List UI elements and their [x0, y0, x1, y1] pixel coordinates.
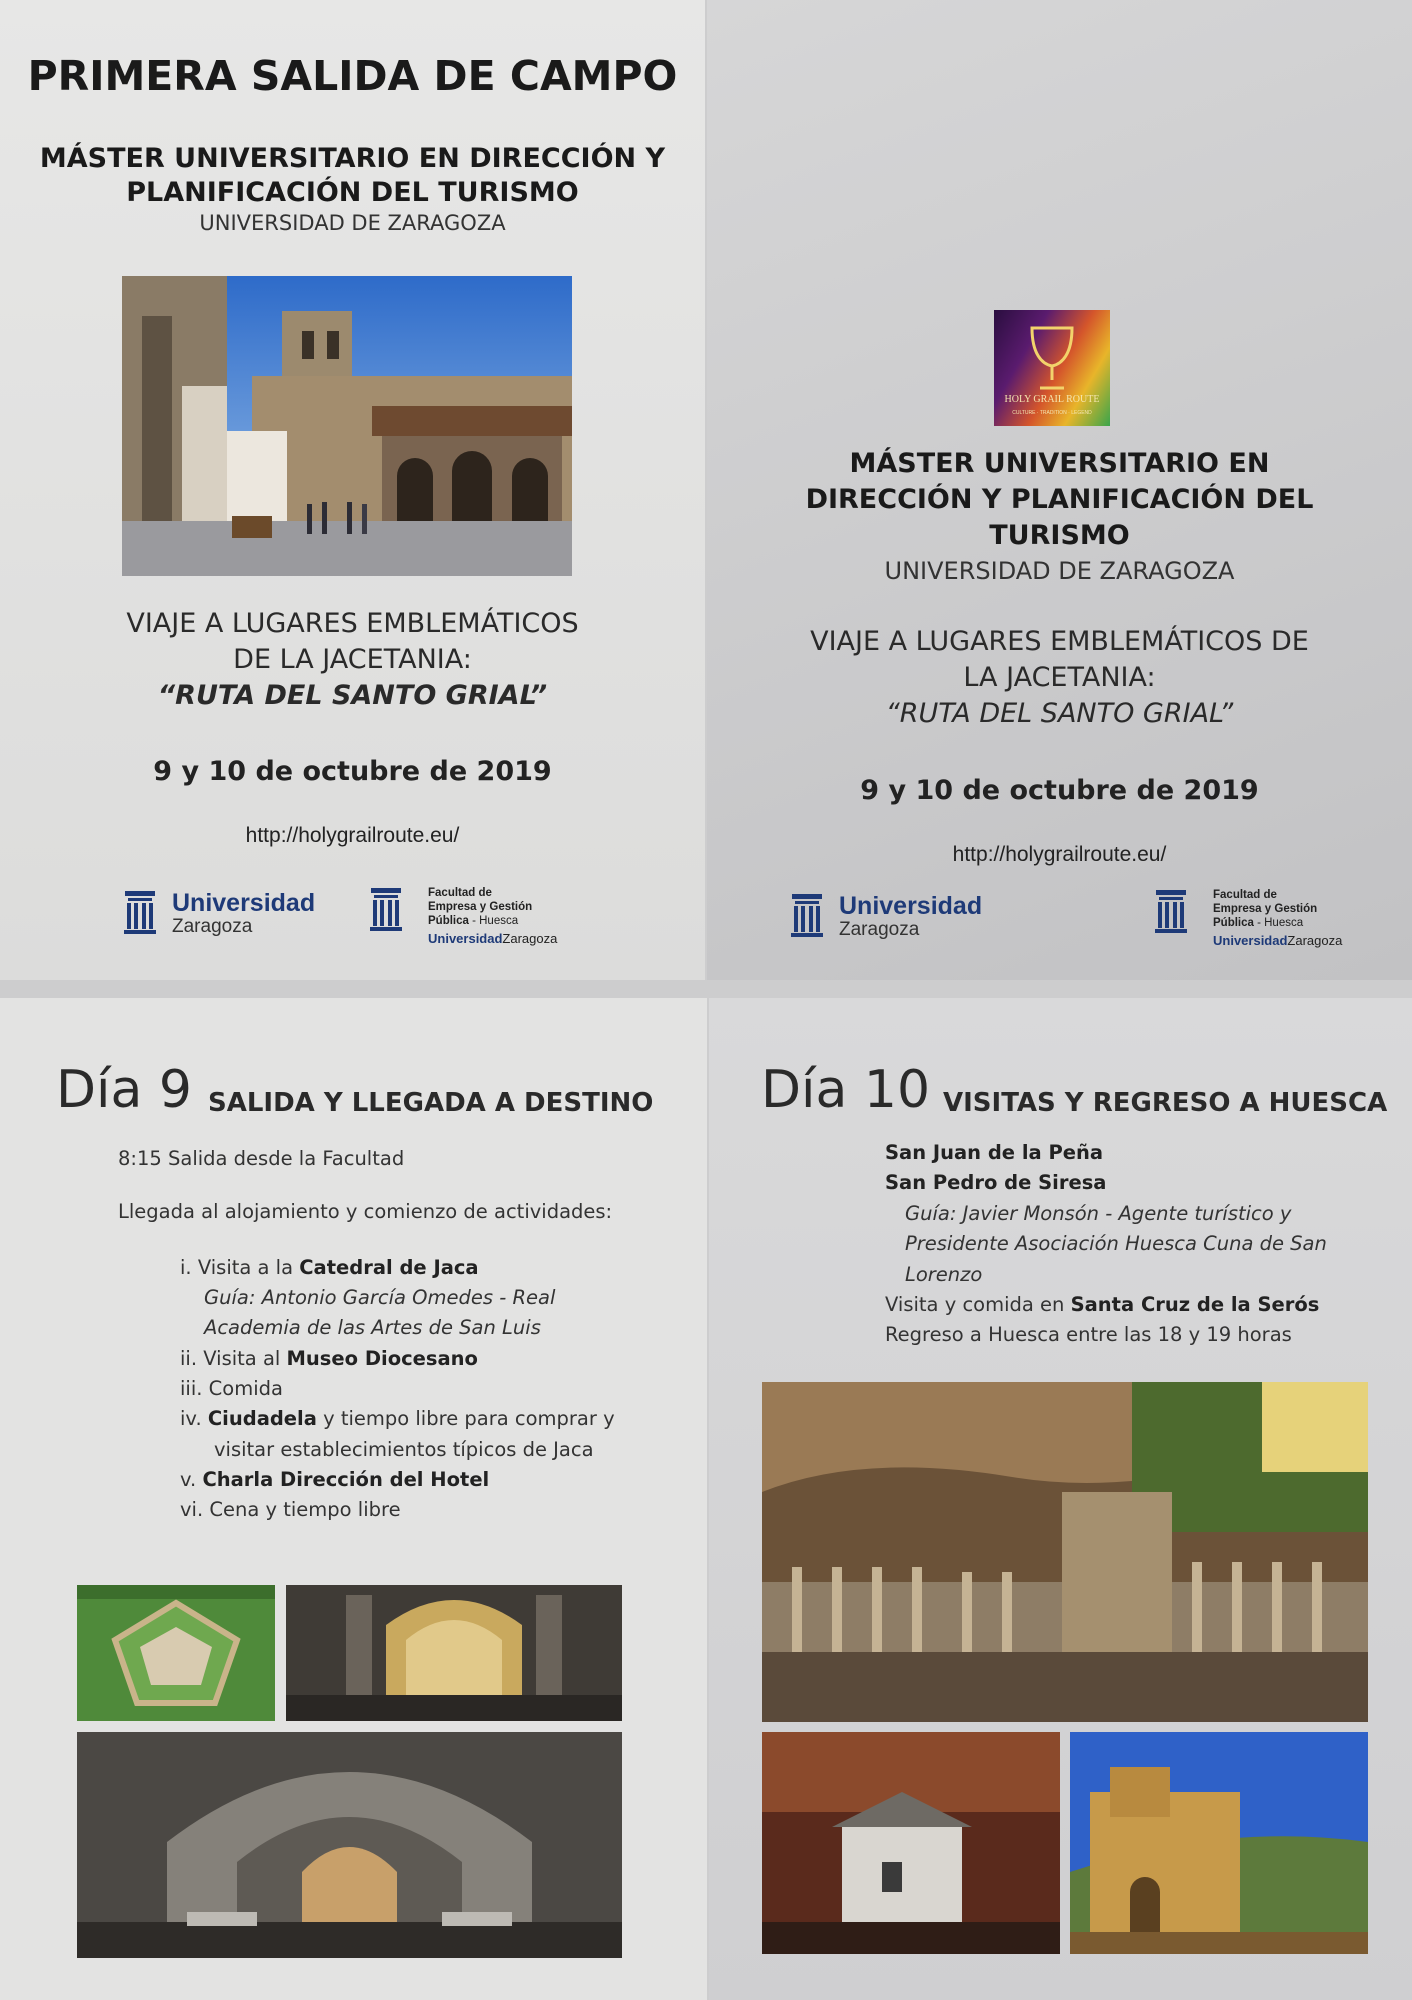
trip-date: 9 y 10 de octubre de 2019 — [153, 756, 552, 787]
item-ciudadela — [180, 1407, 615, 1430]
day10-label: Día 10 — [761, 1060, 931, 1120]
place-san-juan: San Juan de la Peña — [885, 1141, 1104, 1164]
uz-name: Universidad — [172, 889, 316, 917]
master2-line-2: DIRECCIÓN Y PLANIFICACIÓN DEL — [805, 484, 1314, 515]
faculty-logo — [368, 886, 557, 946]
master2-line-3: TURISMO — [989, 520, 1130, 551]
item-pre: Cena y tiempo libre — [209, 1498, 401, 1521]
university-crest-icon — [789, 892, 825, 948]
trip2-line-1: VIAJE A LUGARES EMBLEMÁTICOS DE — [810, 626, 1309, 657]
fac2-uni: Universidad — [1213, 933, 1288, 948]
guide10-line-3: Lorenzo — [905, 1263, 983, 1286]
fac-line-3b: - Huesca — [468, 915, 519, 927]
university-name: UNIVERSIDAD DE ZARAGOZA — [199, 211, 506, 235]
university-crest-icon — [1153, 888, 1189, 944]
holy-grail-route-logo — [994, 310, 1110, 426]
visit-bold: Santa Cruz de la Serós — [1070, 1293, 1320, 1316]
route-url-2[interactable]: http://holygrailroute.eu/ — [952, 843, 1167, 866]
jaca-cathedral-photo — [122, 276, 572, 576]
guide9-line-2: Academia de las Artes de San Luis — [204, 1316, 541, 1339]
fac2-line-1: Facultad de — [1213, 889, 1277, 901]
trip2-line-2: LA JACETANIA: — [963, 662, 1156, 693]
route-url[interactable]: http://holygrailroute.eu/ — [245, 824, 460, 847]
item-pre: Comida — [208, 1377, 283, 1400]
fac-line-2: Empresa y Gestión — [428, 901, 533, 913]
uz-city: Zaragoza — [172, 916, 253, 937]
fac2-line-3: Pública — [1213, 917, 1254, 929]
item-post: y tiempo libre para comprar y — [316, 1407, 615, 1430]
item-num: v. — [180, 1468, 197, 1491]
item-museum — [180, 1347, 478, 1370]
uz-city-2: Zaragoza — [839, 919, 920, 940]
item-num: ii. — [180, 1347, 198, 1370]
item-num: i. — [180, 1256, 192, 1279]
visit-santa-cruz — [885, 1293, 1319, 1316]
trip-title-2 — [707, 624, 1412, 732]
fac-city: Zaragoza — [502, 931, 558, 946]
faculty-logo-2 — [1153, 888, 1342, 948]
university-crest-icon — [122, 889, 158, 945]
item-hotel-talk — [180, 1468, 489, 1491]
diocesan-museum-photo — [77, 1732, 622, 1958]
item-pre: Visita a la — [197, 1256, 300, 1279]
ciudadela-aerial-photo — [77, 1585, 275, 1721]
master-title-2 — [707, 446, 1412, 554]
arrival-text: Llegada al alojamiento y comienzo de actividades: — [118, 1200, 613, 1223]
fac2-line-3b: - Huesca — [1253, 917, 1304, 929]
san-juan-de-la-pena-photo — [762, 1382, 1368, 1722]
route-name: “RUTA DEL SANTO GRIAL” — [157, 680, 548, 711]
guide10-line-2: Presidente Asociación Huesca Cuna de San — [905, 1232, 1327, 1255]
san-pedro-siresa-photo — [762, 1732, 1060, 1954]
fac-uni: Universidad — [428, 931, 503, 946]
item-num: iii. — [180, 1377, 203, 1400]
item-num: iv. — [180, 1407, 202, 1430]
item-dinner — [180, 1498, 401, 1521]
master2-line-1: MÁSTER UNIVERSITARIO EN — [849, 448, 1270, 479]
day9-title: SALIDA Y LLEGADA A DESTINO — [208, 1088, 654, 1118]
item-lunch — [180, 1377, 283, 1400]
logo-tagline: CULTURE · TRADITION · LEGEND — [1012, 410, 1092, 416]
logo-title: HOLY GRAIL ROUTE — [1004, 394, 1100, 405]
cathedral-interior-photo — [286, 1585, 622, 1721]
item-bold: Ciudadela — [207, 1407, 317, 1430]
route-name-2: “RUTA DEL SANTO GRIAL” — [885, 698, 1234, 729]
day9-label: Día 9 — [56, 1060, 192, 1120]
fac2-city: Zaragoza — [1287, 933, 1343, 948]
item-bold: Charla Dirección del Hotel — [202, 1468, 490, 1491]
ciudadela-line-2: visitar establecimientos típicos de Jaca — [214, 1438, 594, 1461]
guide9-line-1: Guía: Antonio García Omedes - Real — [204, 1286, 556, 1309]
faculty-text — [428, 886, 557, 946]
master-line-1: MÁSTER UNIVERSITARIO EN DIRECCIÓN Y — [39, 143, 666, 174]
place-san-pedro: San Pedro de Siresa — [885, 1171, 1107, 1194]
university-crest-icon — [368, 886, 404, 942]
item-pre: Visita al — [203, 1347, 287, 1370]
item-bold: Museo Diocesano — [286, 1347, 478, 1370]
master-title — [0, 142, 705, 210]
day10-panel — [709, 998, 1412, 2000]
trip-date-2: 9 y 10 de octubre de 2019 — [860, 775, 1259, 806]
grail-chalice-icon — [994, 310, 1110, 426]
return-text: Regreso a Huesca entre las 18 y 19 horas — [885, 1323, 1292, 1346]
fac-line-3: Pública — [428, 915, 469, 927]
visit-pre: Visita y comida en — [885, 1293, 1071, 1316]
trip-line-2: DE LA JACETANIA: — [233, 644, 472, 675]
item-num: vi. — [180, 1498, 204, 1521]
trip-line-1: VIAJE A LUGARES EMBLEMÁTICOS — [126, 608, 579, 639]
day9-panel — [0, 998, 707, 2000]
master-line-2: PLANIFICACIÓN DEL TURISMO — [126, 177, 579, 208]
cover-panel-2 — [707, 0, 1412, 980]
day10-title: VISITAS Y REGRESO A HUESCA — [943, 1088, 1388, 1118]
uz-logo — [122, 889, 315, 945]
fac-line-1: Facultad de — [428, 887, 492, 899]
faculty-text-2 — [1213, 888, 1342, 948]
uz-name-2: Universidad — [839, 892, 983, 920]
guide10-line-1: Guía: Javier Monsón - Agente turístico y — [905, 1202, 1292, 1225]
departure-text: 8:15 Salida desde la Facultad — [118, 1147, 405, 1170]
item-cathedral — [180, 1256, 479, 1279]
santa-cruz-seros-photo — [1070, 1732, 1368, 1954]
item-bold: Catedral de Jaca — [299, 1256, 479, 1279]
fac2-line-2: Empresa y Gestión — [1213, 903, 1318, 915]
uz-logo-2 — [789, 892, 982, 948]
trip-title — [0, 606, 705, 714]
university-name-2: UNIVERSIDAD DE ZARAGOZA — [884, 557, 1235, 585]
cover-panel — [0, 0, 705, 980]
headline: PRIMERA SALIDA DE CAMPO — [27, 52, 678, 100]
